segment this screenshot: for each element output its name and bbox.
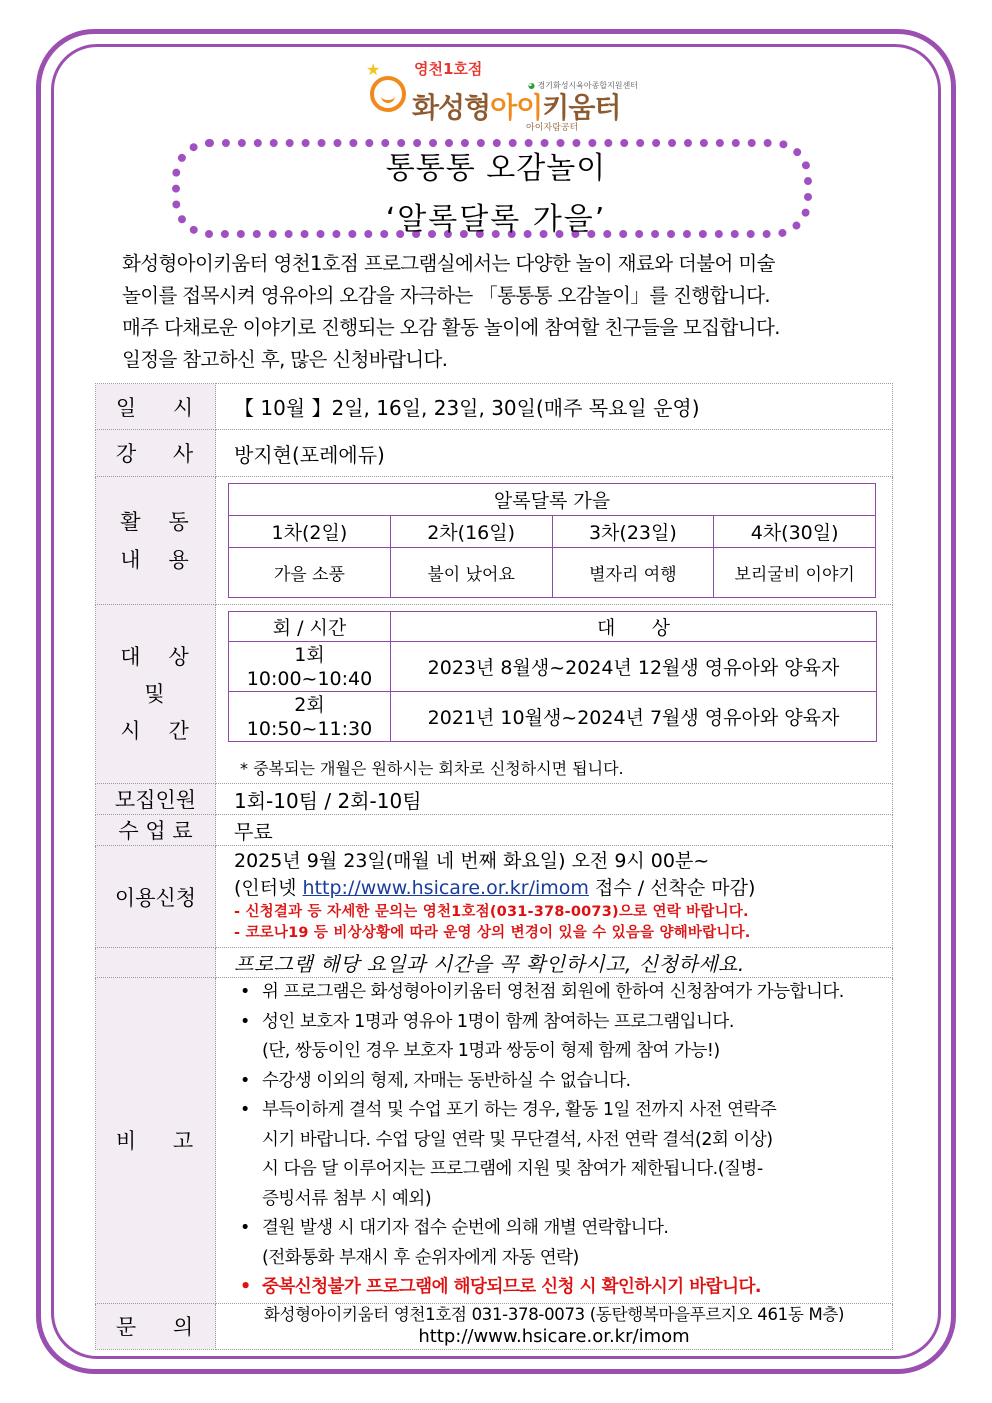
target-label: 대 상 및 시 간 (96, 605, 216, 784)
session-round: 4차(30일) (714, 516, 876, 548)
logo (366, 58, 638, 138)
session-round: 2차(16일) (390, 516, 552, 548)
teacher-value: 방지현(포레에듀) (216, 430, 893, 477)
smile-face-icon (370, 76, 406, 112)
date-row (96, 384, 893, 430)
intro-line: 놀이를 접목시켜 영유아의 오감을 자극하는 「통통통 오감놀이」를 진행합니다. (122, 284, 770, 307)
remark-item: (전화통화 부재시 후 순위자에게 자동 연락) (262, 1247, 579, 1268)
logo-main: 화성형아이키움터 (412, 91, 621, 124)
contact-row (96, 1303, 893, 1349)
apply-reminder: 프로그램 해당 요일과 시간을 꼭 확인하시고, 신청하세요. (216, 948, 893, 978)
recruit-row (96, 784, 893, 815)
remark-item-warning: • 중복신청불가 프로그램에 해당되므로 신청 시 확인하시기 바랍니다. (240, 1277, 762, 1297)
date-value: 【 10월 】2일, 16일, 23일, 30일(매주 목요일 운영) (216, 384, 893, 430)
activity-label: 활 동 내 용 (96, 477, 216, 605)
target-time-cell: 1회 10:00~10:40 (229, 642, 391, 692)
apply-row (96, 846, 893, 948)
recruit-label: 모집인원 (96, 784, 216, 815)
contact-info: 화성형아이키움터 영천1호점 031-378-0073 (동탄행복마을푸르지오 461동 M층) (263, 1305, 845, 1324)
session-round: 1차(2일) (229, 516, 391, 548)
contact-url[interactable]: http://www.hsicare.or.kr/imom (418, 1326, 690, 1347)
session-topic: 보리굴비 이야기 (714, 548, 876, 598)
session-topic: 별자리 여행 (552, 548, 714, 598)
logo-branch: 영천1호점 (414, 60, 483, 78)
recruit-value: 1회-10팀 / 2회-10팀 (216, 784, 893, 815)
remark-item: 시기 바랍니다. 수업 당일 연락 및 무단결석, 사전 연락 결석(2회 이상) (262, 1129, 773, 1150)
session-topic: 불이 났어요 (390, 548, 552, 598)
session-round: 3차(23일) (552, 516, 714, 548)
teacher-row (96, 430, 893, 477)
apply-emergency-note: - 코로나19 등 비상상황에 따라 운영 상의 변경이 있을 수 있음을 양해바랍니다. (234, 925, 751, 941)
fee-value: 무료 (216, 815, 893, 846)
teacher-label: 강 사 (96, 430, 216, 477)
target-audience: 2021년 10월생~2024년 7월생 영유아와 양육자 (391, 692, 877, 742)
apply-schedule: 2025년 9월 23일(매월 네 번째 화요일) 오전 9시 00분~ (234, 850, 710, 872)
star-icon: ★ (366, 60, 381, 79)
target-audience: 2023년 8월생~2024년 12월생 영유아와 양육자 (391, 642, 877, 692)
page-subtitle: ‘알록달록 가을’ (385, 202, 607, 237)
intro-line: 일정을 참고하신 후, 많은 신청바랍니다. (122, 348, 448, 371)
apply-contact-note: - 신청결과 등 자세한 문의는 영천1호점(031-378-0073)으로 연락 바랍니다. (234, 904, 749, 920)
activity-table (228, 483, 876, 598)
fee-label: 수 업 료 (96, 815, 216, 846)
activity-header: 알록달록 가을 (229, 484, 876, 516)
remark-item: 증빙서류 첨부 시 예외) (262, 1188, 432, 1209)
apply-reminder-row (96, 948, 893, 978)
remark-item: • 부득이하게 결석 및 수업 포기 하는 경우, 활동 1일 전까지 사전 연락주 (240, 1100, 777, 1120)
remark-item: • 성인 보호자 1명과 영유아 1명이 함께 참여하는 프로그램입니다. (240, 1011, 734, 1032)
remark-item: • 위 프로그램은 화성형아이키움터 영천점 회원에 한하여 신청참여가 가능합니다. (240, 982, 844, 1002)
remarks-label: 비 고 (96, 978, 216, 1304)
target-note: * 중복되는 개월은 원하시는 회차로 신청하시면 됩니다. (240, 759, 624, 778)
remark-item: (단, 쌍둥이인 경우 보호자 1명과 쌍둥이 형제 함께 참여 가능!) (262, 1041, 720, 1061)
target-table (228, 611, 877, 742)
target-col-target: 대 상 (391, 612, 877, 642)
target-col-round: 회 / 시간 (229, 612, 391, 642)
apply-method: (인터넷 http://www.hsicare.or.kr/imom 접수 / 선착순 마감) (234, 877, 756, 899)
remark-item: 시 다음 달 이루어지는 프로그램에 지원 및 참여가 제한됩니다.(질병- (262, 1159, 763, 1179)
logo-sub: 아이자람공터 (526, 123, 579, 133)
intro-text (122, 248, 882, 376)
intro-line: 화성형아이키움터 영천1호점 프로그램실에서는 다양한 놀이 재료와 더불어 미술 (122, 252, 775, 275)
logo-org: ◕ 경기화성시육아종합지원센터 (528, 81, 638, 90)
remark-item: • 결원 발생 시 대기자 접수 순번에 의해 개별 연락합니다. (240, 1218, 669, 1238)
contact-label: 문 의 (96, 1303, 216, 1349)
fee-row (96, 815, 893, 846)
target-row (96, 605, 893, 784)
page-title: 통통통 오감놀이 (385, 151, 607, 186)
remark-item: • 수강생 이외의 형제, 자매는 동반하실 수 없습니다. (240, 1070, 631, 1091)
session-topic: 가을 소풍 (229, 548, 391, 598)
activity-row (96, 477, 893, 605)
apply-link[interactable]: http://www.hsicare.or.kr/imom (302, 877, 589, 899)
date-label: 일 시 (96, 384, 216, 430)
info-table (95, 383, 893, 1350)
apply-label: 이용신청 (96, 846, 216, 948)
intro-line: 매주 다채로운 이야기로 진행되는 오감 활동 놀이에 참여할 친구들을 모집합니다. (122, 316, 780, 339)
remarks-row (96, 978, 893, 1304)
target-time-cell: 2회 10:50~11:30 (229, 692, 391, 742)
